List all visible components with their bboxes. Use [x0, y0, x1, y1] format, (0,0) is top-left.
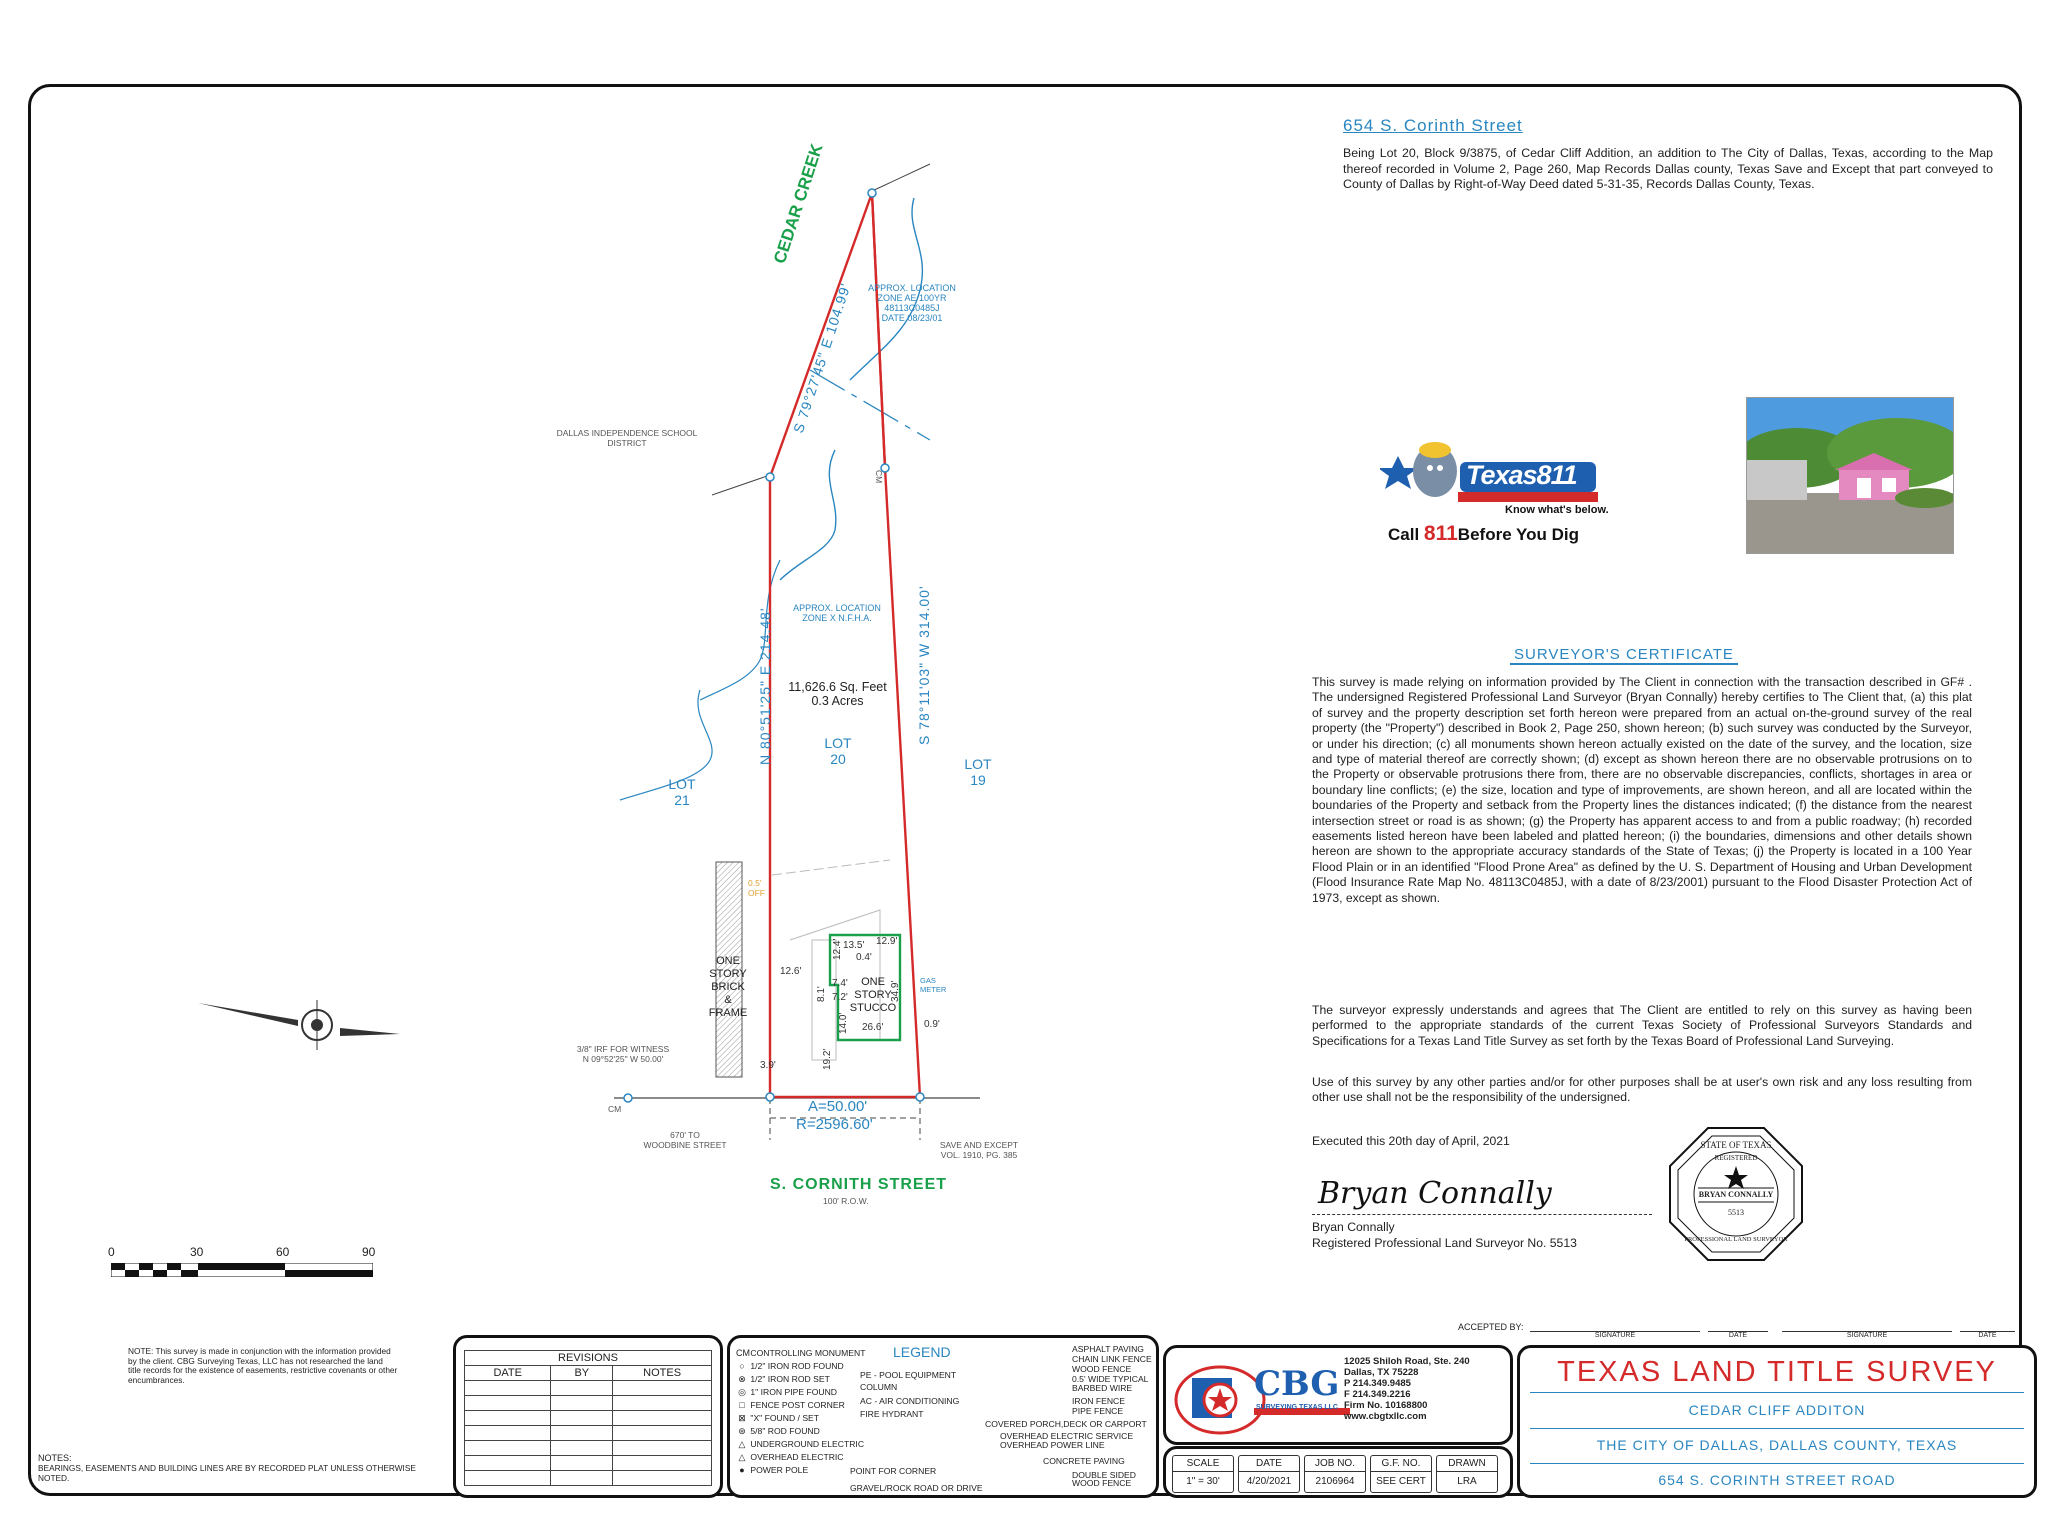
scale-label-0: 0	[108, 1245, 115, 1259]
company-phone: P 214.349.9485	[1344, 1378, 1411, 1389]
seal-profession: PROFESSIONAL LAND SURVEYOR	[1684, 1236, 1788, 1243]
street-name: S. CORNITH STREET	[770, 1176, 948, 1193]
dim-13-5: 13.5'	[843, 940, 865, 951]
accepted-date1: DATE	[1708, 1331, 1768, 1339]
area-acres: 0.3 Acres	[811, 694, 864, 708]
creek-label: CEDAR CREEK	[770, 141, 827, 266]
bearing-west: N 80°51'25" E 214.48'	[757, 607, 773, 765]
legend-item	[736, 1400, 845, 1410]
flood1-line1: APPROX. LOCATION	[868, 283, 956, 293]
seal-registered-text: REGISTERED	[1714, 1154, 1758, 1162]
seal-number: 5513	[1728, 1208, 1744, 1217]
accepted-sig2: SIGNATURE	[1782, 1331, 1952, 1339]
legend-mid-item: POINT FOR CORNER	[850, 1466, 937, 1476]
city-county: THE CITY OF DALLAS, DALLAS COUNTY, TEXAS	[1530, 1437, 2024, 1464]
site-address: 654 S. CORINTH STREET ROAD	[1658, 1472, 1896, 1488]
notes-title: NOTES:	[38, 1453, 72, 1463]
flood1-line2: ZONE AE 100YR	[877, 293, 947, 303]
legend-right-item: COVERED PORCH,DECK OR CARPORT	[985, 1419, 1147, 1429]
legend-box	[727, 1335, 1159, 1498]
dim-7-4: 7.4'	[832, 978, 848, 989]
property-boundary	[770, 193, 920, 1097]
signature-line	[1312, 1214, 1652, 1215]
legend-label: OVERHEAD ELECTRIC	[750, 1452, 844, 1462]
legend-label: 5/8" ROD FOUND	[750, 1426, 820, 1436]
legend-item	[736, 1426, 820, 1437]
disd-line2: DISTRICT	[607, 438, 647, 448]
surveyor-name: Bryan Connally	[1312, 1220, 1395, 1234]
legend-symbol-icon: ●	[739, 1465, 745, 1475]
job-info-box	[1163, 1446, 1513, 1498]
legend-symbol-icon: △	[738, 1439, 746, 1449]
lot-19-label: LOT 19	[964, 756, 992, 788]
dim-14-0: 14.0'	[838, 1012, 849, 1034]
lot-area-label	[775, 680, 900, 708]
legend-mid-item: AC - AIR CONDITIONING	[860, 1396, 960, 1406]
scale-bar-graphic	[111, 1263, 373, 1277]
flood-zone-ae-label	[867, 283, 957, 323]
legal-description: Being Lot 20, Block 9/3875, of Cedar Cliff Addition, an addition to The City of Dallas, Texas, according to the Map thereof recorded in Volume 2, Page 260, Map Records Dallas county, Texas Save and Except that part conveyed to County of Dallas by Right-of-Way Deed dated 5-31-35, Records Dallas County, Texas.	[1343, 146, 1993, 192]
dim-7-2: 7.2'	[832, 992, 848, 1003]
company-box	[1163, 1345, 1513, 1445]
save-except-label: SAVE AND EXCEPT VOL. 1910, PG. 385	[939, 1140, 1019, 1160]
scale-label-60: 60	[276, 1245, 290, 1259]
notes-body: BEARINGS, EASEMENTS AND BUILDING LINES ARE BY RECORDED PLAT UNLESS OTHERWISE NOTED.	[38, 1463, 416, 1483]
flood2-line1: APPROX. LOCATION	[793, 603, 881, 613]
legend-right-item: ASPHALT PAVING	[1072, 1344, 1144, 1354]
property-photo	[1746, 397, 1954, 554]
woodbine-distance-label: 670' TO WOODBINE STREET	[643, 1130, 727, 1150]
seal-state-text: STATE OF TEXAS	[1700, 1140, 1772, 1150]
job-info-header: SCALE	[1173, 1456, 1233, 1472]
lot-21-label: LOT 21	[668, 776, 696, 808]
bearing-northwest: S 79°27'45" E 104.99'	[790, 280, 854, 435]
executed-date: Executed this 20th day of April, 2021	[1312, 1134, 1510, 1148]
legend-symbol-icon: △	[738, 1452, 746, 1462]
surveyor-signature: Bryan Connally	[1318, 1176, 1552, 1211]
legend-right-item: PIPE FENCE	[1072, 1406, 1124, 1416]
legend-right-item: BARBED WIRE	[1072, 1383, 1133, 1393]
job-info-cell	[1370, 1455, 1432, 1493]
seal-name: BRYAN CONNALLY	[1698, 1190, 1774, 1199]
dim-3-9: 3.9'	[760, 1060, 776, 1071]
dim-12-4: 12.4'	[832, 938, 843, 960]
scale-label-90: 90	[362, 1245, 376, 1259]
offset-label: 0.5' OFF	[748, 878, 765, 898]
revisions-box	[453, 1335, 723, 1498]
job-info-cell	[1436, 1455, 1498, 1493]
legend-item	[736, 1452, 844, 1463]
legend-label: 1/2" IRON ROD FOUND	[750, 1361, 844, 1371]
legend-item	[736, 1465, 808, 1475]
address-title: 654 S. Corinth Street	[1343, 116, 1523, 135]
company-firm: Firm No. 10168800	[1344, 1400, 1428, 1411]
legend-label: 1/2" IRON ROD SET	[750, 1374, 830, 1384]
certificate-paragraph-2: The surveyor expressly understands and agrees that The Client are entitled to rely on this survey as having been performed to the appropriate standards of the current Texas Society of Professional Surveyors Standards and Specifications for a Texas Land Title Survey as set forth by the Texas Board of Professional Land Surveying.	[1312, 1003, 1972, 1048]
flood1-line3: 48113C0485J	[884, 303, 940, 313]
street-row-label: 100' R.O.W.	[823, 1196, 869, 1206]
dim-0-4: 0.4'	[856, 952, 872, 963]
cbg-subtitle: SURVEYING TEXAS LLC	[1256, 1404, 1338, 1411]
legend-label: POWER POLE	[750, 1465, 809, 1475]
revisions-table	[464, 1350, 712, 1486]
flood2-line2: ZONE X N.F.H.A.	[802, 613, 872, 623]
dim-19-2: 19.2'	[822, 1048, 833, 1070]
legend-item	[736, 1387, 837, 1398]
job-info-header: DATE	[1239, 1456, 1299, 1472]
arc-radius: R=2596.60'	[796, 1116, 873, 1133]
scale-label-30: 30	[190, 1245, 204, 1259]
dim-26-6: 26.6'	[862, 1022, 884, 1033]
dim-34-9: 34.9'	[890, 980, 901, 1002]
accepted-label: ACCEPTED BY:	[1458, 1322, 1524, 1332]
legend-symbol-icon: ◎	[738, 1387, 746, 1397]
legend-label: CONTROLLING MONUMENT	[750, 1348, 866, 1358]
job-info-value: LRA	[1457, 1476, 1477, 1487]
accepted-sig1: SIGNATURE	[1530, 1331, 1700, 1339]
legend-label: UNDERGROUND ELECTRIC	[750, 1439, 865, 1449]
survey-note: NOTE: This survey is made in conjunction with the information provided by the client. CBG Surveying Texas, LLC has not researched the land title records for the existence of easements, restrictive covenants or other encumbrances.	[128, 1346, 398, 1385]
school-district-label	[552, 428, 702, 448]
job-info-value: 4/20/2021	[1246, 1476, 1292, 1487]
bearing-east: S 78°11'03" W 314.00'	[916, 585, 932, 745]
revisions-title: REVISIONS	[465, 1351, 712, 1366]
call-number: 811	[1423, 522, 1458, 545]
legend-item	[736, 1439, 864, 1450]
flood1-line4: DATE 08/23/01	[881, 313, 943, 323]
company-fax: F 214.349.2216	[1344, 1389, 1411, 1400]
legend-item	[736, 1413, 819, 1424]
texas811-tagline: Know what's below.	[1505, 504, 1609, 516]
disd-line1: DALLAS INDEPENDENCE SCHOOL	[556, 428, 698, 438]
surveyor-registration: Registered Professional Land Surveyor No. 5513	[1312, 1236, 1577, 1250]
legend-symbol-icon: ○	[739, 1361, 745, 1371]
legend-right-item: WOOD FENCE	[1072, 1478, 1132, 1488]
arc-length: A=50.00'	[808, 1098, 868, 1115]
job-info-cell	[1304, 1455, 1366, 1493]
flood-zone-x-label	[787, 603, 887, 623]
legend-right-item: 0.5' WIDE TYPICAL	[1072, 1374, 1149, 1384]
company-website[interactable]: www.cbgtxllc.com	[1344, 1411, 1427, 1422]
certificate-paragraph-3: Use of this survey by any other parties and/or for other purposes shall be at user's own risk and any loss resulting from other use shall not be the responsibility of the undersigned.	[1312, 1075, 1972, 1105]
legend-symbol-icon: CM	[736, 1348, 750, 1358]
call-prefix: Call	[1388, 525, 1424, 544]
legend-right-item: OVERHEAD POWER LINE	[1000, 1440, 1105, 1450]
legend-label: 1" IRON PIPE FOUND	[750, 1387, 838, 1397]
irf-witness-label: 3/8" IRF FOR WITNESS N 09°52'25" W 50.00'	[576, 1044, 670, 1064]
legend-title: LEGEND	[893, 1344, 951, 1360]
legend-mid-item: FIRE HYDRANT	[860, 1409, 924, 1419]
job-info-header: G.F. NO.	[1371, 1456, 1431, 1472]
dim-12-9: 12.9'	[876, 936, 898, 947]
company-address1: 12025 Shiloh Road, Ste. 240	[1344, 1356, 1470, 1367]
revisions-date-header: DATE	[465, 1366, 551, 1381]
legend-item	[736, 1361, 844, 1371]
lot-20-label: LOT 20	[824, 735, 852, 767]
flood-zone-line	[810, 370, 930, 440]
revisions-by-header: BY	[551, 1366, 613, 1381]
certificate-title: SURVEYOR'S CERTIFICATE	[1510, 646, 1738, 664]
area-sqft: 11,626.6 Sq. Feet	[788, 680, 887, 694]
legend-right-item: IRON FENCE	[1072, 1396, 1125, 1406]
gas-meter-label: GAS METER	[920, 976, 947, 994]
legend-right-item: OVERHEAD ELECTRIC SERVICE	[1000, 1431, 1134, 1441]
call-811-text	[1388, 522, 1579, 546]
legend-right-item: CHAIN LINK FENCE	[1072, 1354, 1152, 1364]
job-info-value: SEE CERT	[1376, 1476, 1426, 1487]
job-info-value: 2106964	[1315, 1476, 1355, 1487]
legend-symbol-icon: ⊛	[738, 1426, 746, 1436]
revisions-notes-header: NOTES	[613, 1366, 712, 1381]
cm-label-west: CM	[608, 1104, 622, 1114]
north-arrow-icon	[198, 1000, 400, 1050]
legend-label: "X" FOUND / SET	[750, 1413, 820, 1423]
title-block	[1517, 1345, 2037, 1498]
legend-right-item: WOOD FENCE	[1072, 1364, 1132, 1374]
legend-symbol-icon: □	[739, 1400, 745, 1410]
legend-mid-item: PE - POOL EQUIPMENT	[860, 1370, 957, 1380]
certificate-paragraph-1: This survey is made relying on information provided by The Client in connection with the transaction described in GF# . The undersigned Registered Professional Land Surveyor (Bryan Connally) hereby certifies to The Client that, (a) this plat of survey and the property description set forth hereon were prepared from an actual on-the-ground survey of the real property (the "Property") described in Book 2, Page 250, shown hereon; (b) such survey was conducted by the Surveyor, or under his direction; (c) all monuments shown hereon actually existed on the date of the survey, and the location, size and type of material thereof are correctly shown; (d) except as shown hereon there are no observable protrusions on to the Property or observable protrusions there from, there are no observable discrepancies, conflicts, shortages in area or boundary line conflicts; (e) the size, location and type of improvements, are shown hereon, and all are located within the boundaries of the Property and setback from the Property lines the distances indicated; (f) the distance from the nearest intersection street or road is as shown; (g) the Property has apparent access to and from a public roadway; (h) recorded easements listed hereon have been labeled and platted hereon; (i) the boundaries, dimensions and other details shown hereon are shown to the appropriate accuracy standards of the State of Texas; (j) the Property is located in a 100 Year Flood Plain or in an identified "Flood Prone Area" as defined by the U. S. Department of Housing and Urban Development (Flood Insurance Rate Map No. 48113C0485J, with a date of 8/23/2001) pursuant to the Flood Disaster Protection Act of 1973, except as shown.	[1312, 675, 1972, 905]
job-info-value: 1" = 30'	[1186, 1476, 1220, 1487]
brick-house-label: ONE STORY BRICK & FRAME	[708, 955, 748, 1019]
legend-right-item: DOUBLE SIDED	[1072, 1470, 1136, 1480]
legend-gravel: GRAVEL/ROCK ROAD OR DRIVE	[850, 1483, 983, 1493]
legend-item	[736, 1348, 865, 1358]
dim-12-6: 12.6'	[780, 966, 802, 977]
legend-symbol-icon: ⊠	[738, 1413, 746, 1423]
job-info-cell	[1238, 1455, 1300, 1493]
addition-name: CEDAR CLIFF ADDITON	[1530, 1402, 2024, 1429]
cm-label-east: CM	[874, 470, 884, 484]
legend-item	[736, 1374, 830, 1385]
cbg-wordmark: CBG	[1254, 1364, 1340, 1404]
legend-label: FENCE POST CORNER	[750, 1400, 845, 1410]
survey-type-title: TEXAS LAND TITLE SURVEY	[1530, 1356, 2024, 1393]
texas811-logo	[1380, 426, 1610, 546]
job-info-cell	[1172, 1455, 1234, 1493]
legend-mid-item: COLUMN	[860, 1382, 898, 1392]
company-contact	[1344, 1356, 1470, 1422]
job-info-header: DRAWN	[1437, 1456, 1497, 1472]
job-info-header: JOB NO.	[1305, 1456, 1365, 1472]
accepted-date2: DATE	[1960, 1331, 2015, 1339]
flood-line-1	[780, 450, 836, 580]
dim-0-9: 0.9'	[924, 1019, 940, 1030]
call-suffix: Before You Dig	[1457, 525, 1580, 544]
stucco-house-label: ONE STORY STUCCO	[849, 976, 897, 1014]
legend-right-item: CONCRETE PAVING	[1043, 1456, 1125, 1466]
surveyor-seal	[1668, 1126, 1804, 1262]
legend-symbol-icon: ⊗	[738, 1374, 746, 1384]
company-address2: Dallas, TX 75228	[1344, 1367, 1419, 1378]
texas811-wordmark: Texas811	[1466, 460, 1577, 490]
dim-8-1: 8.1'	[816, 986, 827, 1002]
